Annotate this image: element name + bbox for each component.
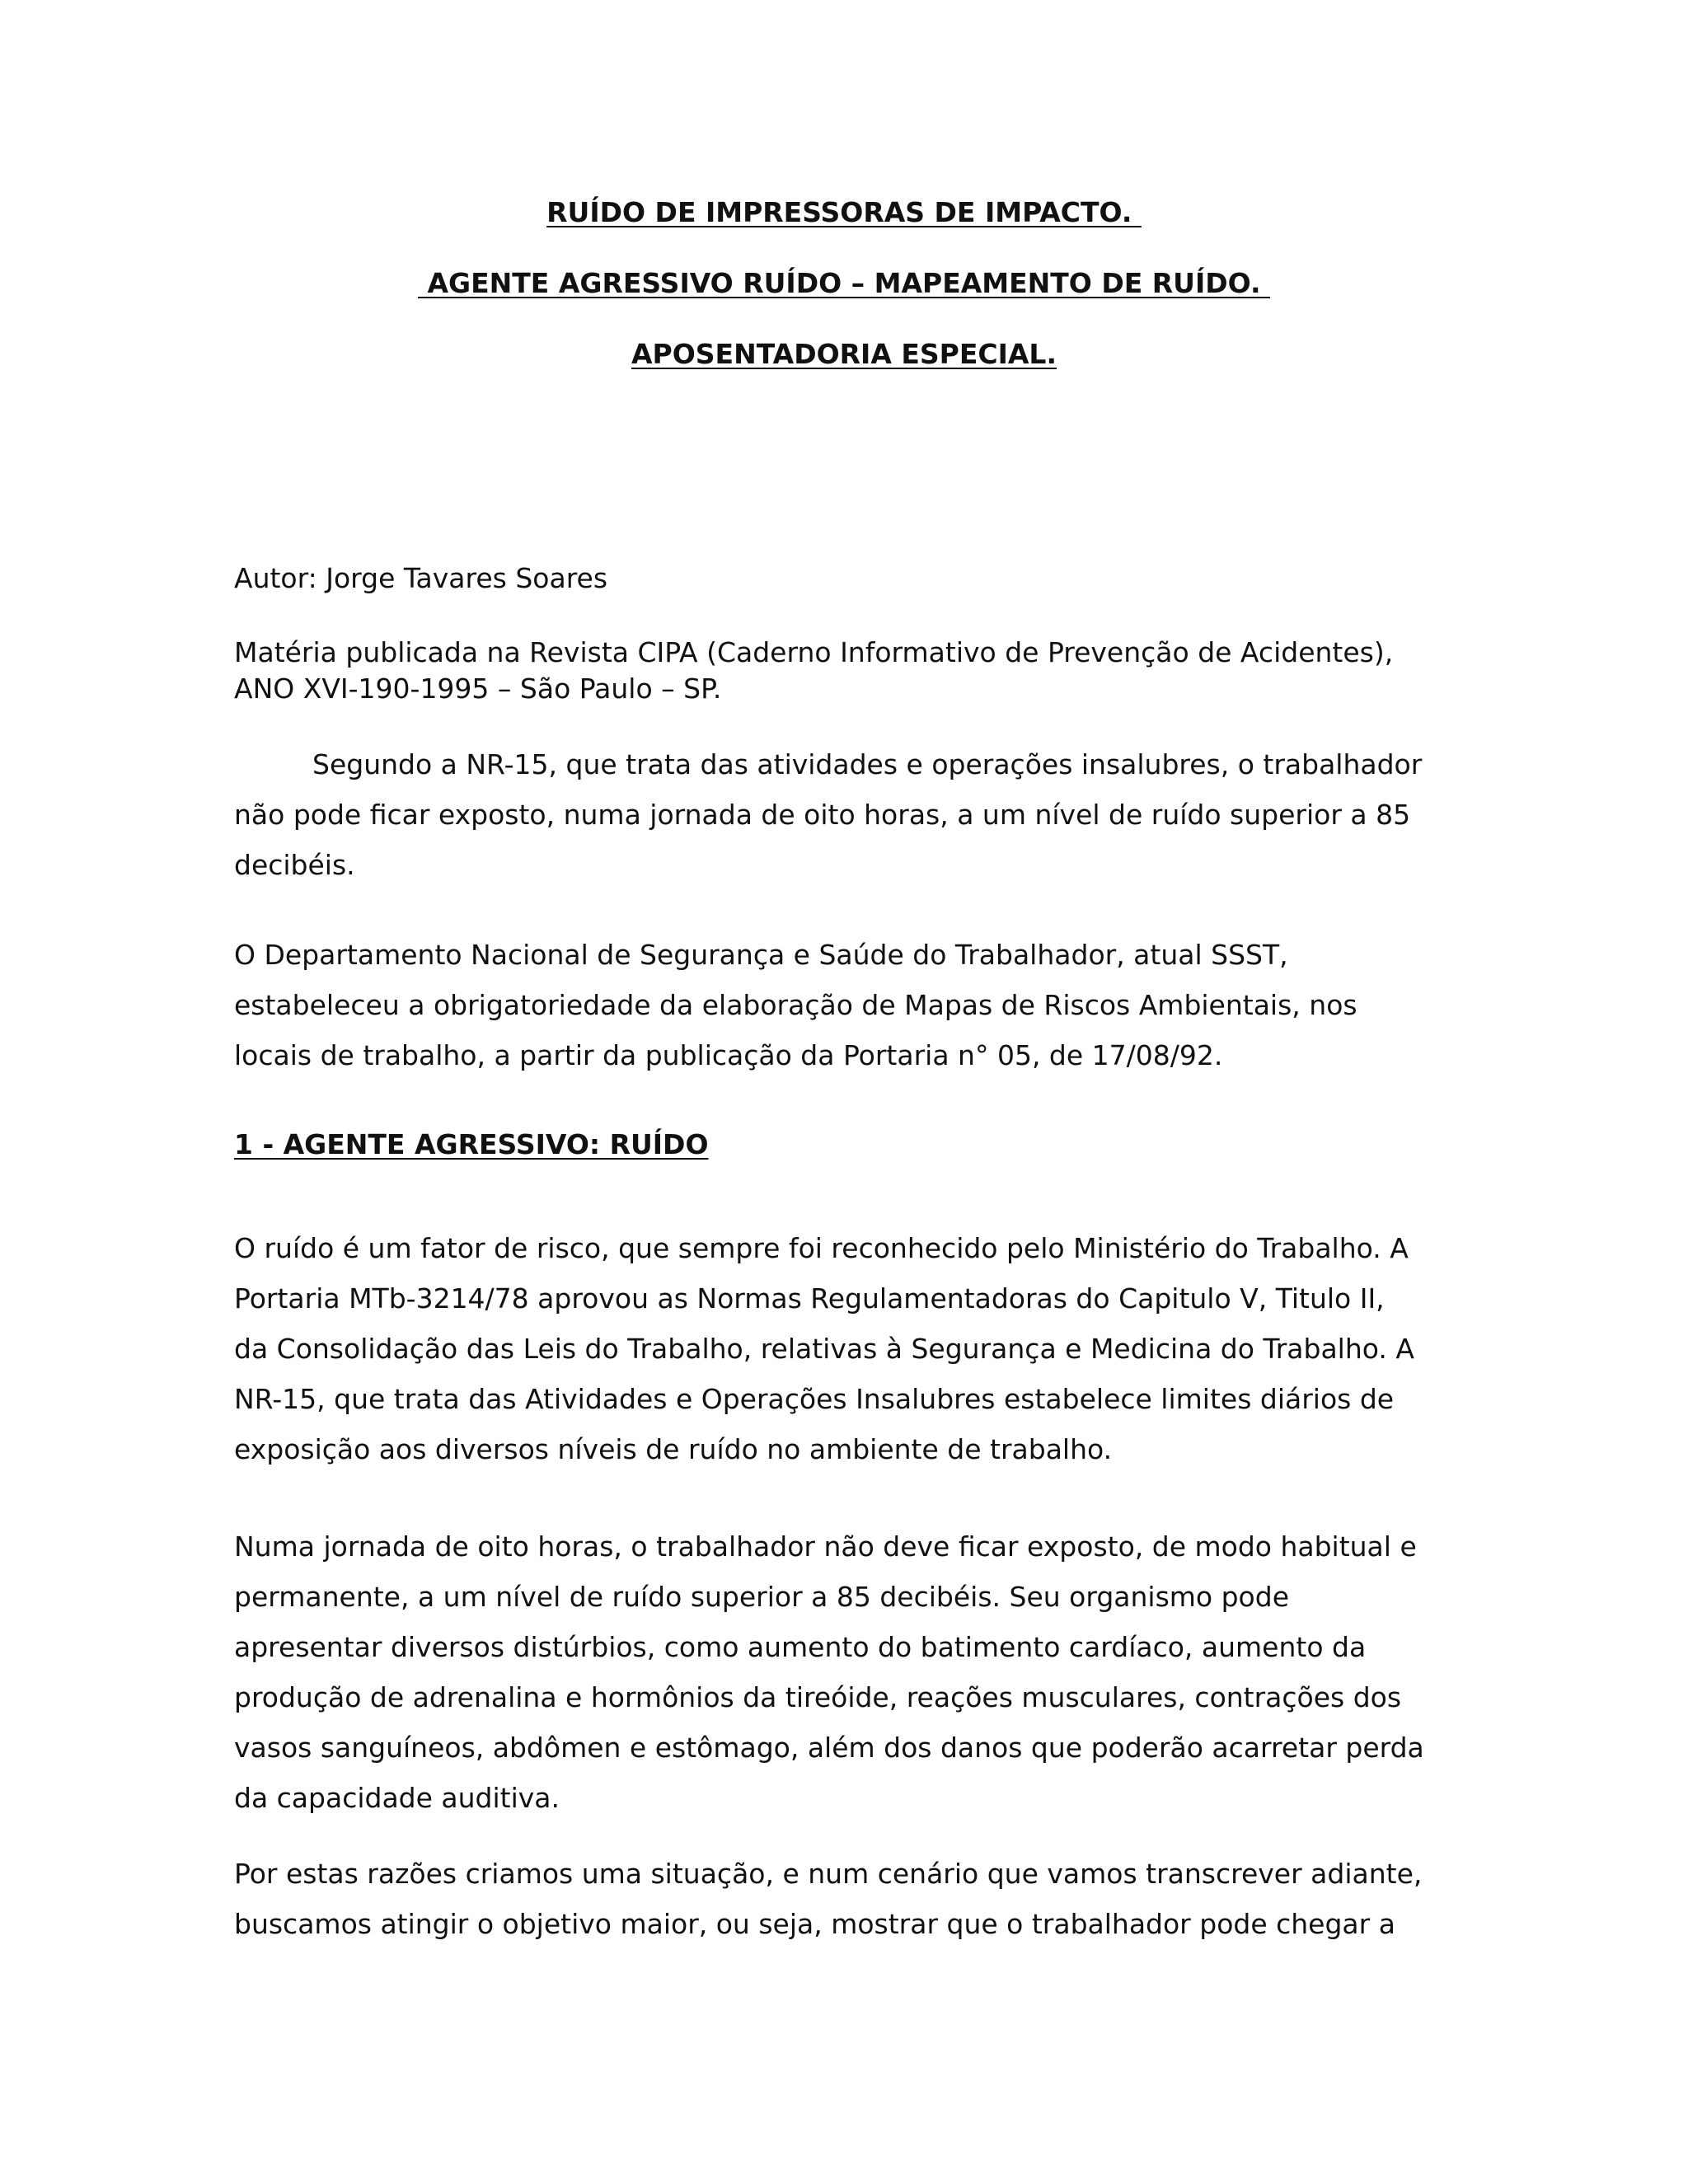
paragraph-line: decibéis. xyxy=(234,849,355,881)
paragraph-line: O ruído é um fator de risco, que sempre foi reconhecido pelo Ministério do Trabalho. A xyxy=(234,1232,1409,1264)
publication-info xyxy=(234,635,1470,707)
paragraph-line: permanente, a um nível de ruído superior a 85 decibéis. Seu organismo pode xyxy=(234,1581,1289,1613)
paragraph-line: exposição aos diversos níveis de ruído no ambiente de trabalho. xyxy=(234,1433,1113,1465)
paragraph-line: da Consolidação das Leis do Trabalho, relativas à Segurança e Medicina do Trabalho. A xyxy=(234,1333,1414,1365)
paragraph-line: da capacidade auditiva. xyxy=(234,1782,560,1814)
paragraph-line: Segundo a NR-15, que trata das atividades e operações insalubres, o trabalhador xyxy=(312,748,1423,780)
publication-line: Matéria publicada na Revista CIPA (Caderno Informativo de Prevenção de Acidentes), xyxy=(234,636,1394,668)
paragraph-line: vasos sanguíneos, abdômen e estômago, além dos danos que poderão acarretar perda xyxy=(234,1732,1424,1764)
publication-line: ANO XVI-190-1995 – São Paulo – SP. xyxy=(234,673,722,705)
title-line-2: AGENTE AGRESSIVO RUÍDO – MAPEAMENTO DE RUÍDO. xyxy=(418,267,1270,299)
section-heading: 1 - AGENTE AGRESSIVO: RUÍDO xyxy=(234,1128,709,1160)
paragraph-line: locais de trabalho, a partir da publicação da Portaria n° 05, de 17/08/92. xyxy=(234,1039,1223,1071)
paragraph-risk-factor xyxy=(234,1223,1470,1474)
paragraph-line: Numa jornada de oito horas, o trabalhador não deve ficar exposto, de modo habitual e xyxy=(234,1530,1417,1563)
paragraph-nr15-intro xyxy=(234,739,1470,890)
paragraph-line: estabeleceu a obrigatoriedade da elaboração de Mapas de Riscos Ambientais, nos xyxy=(234,989,1357,1021)
title-line-1: RUÍDO DE IMPRESSORAS DE IMPACTO. xyxy=(546,196,1142,228)
paragraph-line: O Departamento Nacional de Segurança e Saúde do Trabalhador, atual SSST, xyxy=(234,939,1288,971)
paragraph-line: não pode ficar exposto, numa jornada de oito horas, a um nível de ruído superior a 85 xyxy=(234,799,1411,831)
paragraph-scenario xyxy=(234,1849,1470,1949)
author-line: Autor: Jorge Tavares Soares xyxy=(234,562,608,594)
paragraph-ssst xyxy=(234,930,1470,1080)
paragraph-line: Portaria MTb-3214/78 aprovou as Normas Regulamentadoras do Capitulo V, Titulo II, xyxy=(234,1282,1385,1315)
paragraph-line: NR-15, que trata das Atividades e Operações Insalubres estabelece limites diários de xyxy=(234,1383,1395,1415)
paragraph-health-effects xyxy=(234,1521,1470,1823)
paragraph-line: produção de adrenalina e hormônios da tireóide, reações musculares, contrações dos xyxy=(234,1681,1402,1713)
title-line-3: APOSENTADORIA ESPECIAL. xyxy=(631,338,1057,370)
paragraph-line: buscamos atingir o objetivo maior, ou seja, mostrar que o trabalhador pode chegar a xyxy=(234,1908,1395,1940)
paragraph-line: Por estas razões criamos uma situação, e num cenário que vamos transcrever adiante, xyxy=(234,1858,1423,1890)
paragraph-line: apresentar diversos distúrbios, como aumento do batimento cardíaco, aumento da xyxy=(234,1631,1367,1663)
